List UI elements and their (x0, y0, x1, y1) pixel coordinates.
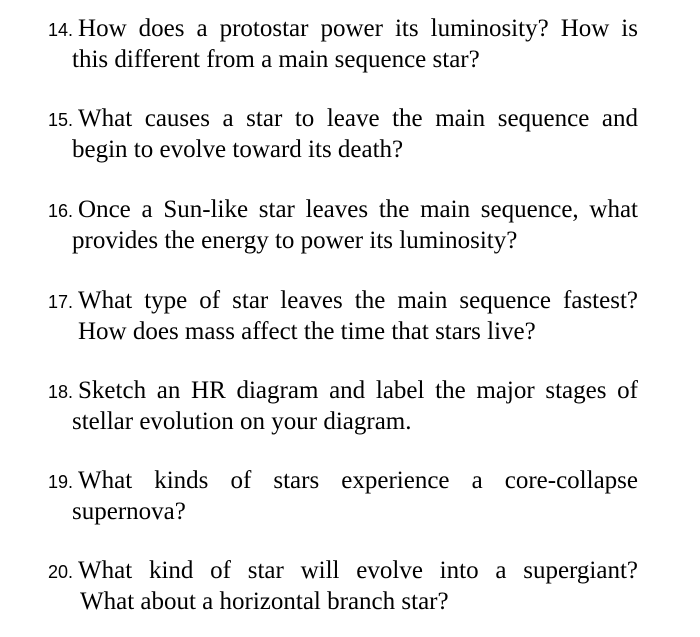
question-first-line (48, 556, 638, 586)
question-text: What kinds of stars experience a core-collapse (78, 467, 638, 494)
question-number: 15. (48, 110, 74, 130)
question-number: 16. (48, 201, 74, 221)
question-number: 14. (48, 20, 74, 40)
question-first-line (48, 286, 638, 316)
question-text: What causes a star to leave the main sequence and (78, 105, 638, 132)
question-text: What kind of star will evolve into a supergiant? (78, 557, 638, 584)
question-number: 19. (48, 472, 74, 492)
question-number: 17. (48, 292, 74, 312)
question-text: Sketch an HR diagram and label the major stages of (78, 377, 638, 404)
question-text: Once a Sun-like star leaves the main sequence, what (78, 196, 638, 223)
question-continuation: begin to evolve toward its death? (72, 136, 404, 163)
question-continuation: What about a horizontal branch star? (80, 588, 449, 615)
question-text: How does a protostar power its luminosity? How is (78, 15, 638, 42)
question-text: What type of star leaves the main sequence fastest? (78, 287, 638, 314)
question-first-line (48, 14, 638, 44)
question-first-line (48, 195, 638, 225)
question-continuation: stellar evolution on your diagram. (72, 408, 412, 435)
question-first-line (48, 376, 638, 406)
question-first-line (48, 104, 638, 134)
question-continuation: supernova? (72, 498, 186, 525)
question-continuation: How does mass affect the time that stars live? (78, 318, 536, 345)
question-continuation: this different from a main sequence star? (72, 46, 480, 73)
question-number: 18. (48, 382, 74, 402)
question-first-line (48, 466, 638, 496)
question-number: 20. (48, 562, 74, 582)
question-continuation: provides the energy to power its luminosity? (72, 227, 518, 254)
